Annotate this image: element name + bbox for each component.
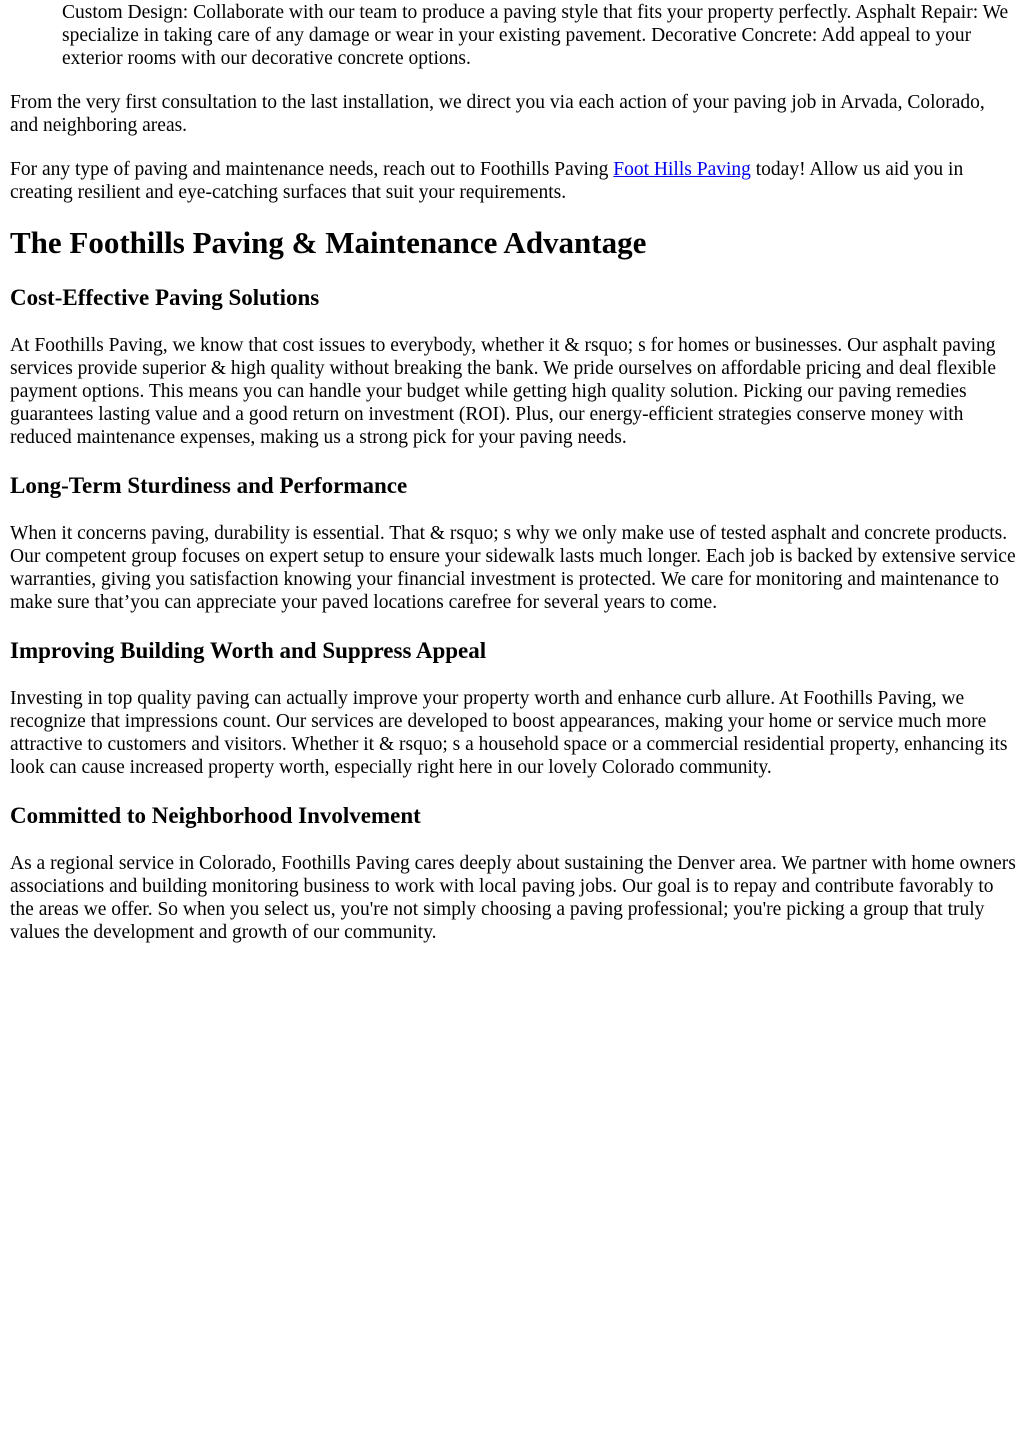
- section-heading: Committed to Neighborhood Involvement: [10, 803, 421, 828]
- contact-text-before-link: For any type of paving and maintenance needs, reach out to Foothills Paving: [10, 159, 614, 180]
- contact-paragraph: [10, 158, 1016, 204]
- section-body: When it concerns paving, durability is essential. That & rsquo; s why we only make use of tested asphalt and concrete products. Our competent group focuses on expert setup to ensure your sidewalk lasts much longer. Each job is backed by extensive service warranties, giving you satisfaction knowing your financial investment is protected. We care for monitoring and maintenance to make sure that’you can appreciate your paved locations carefree for several years to come.: [10, 523, 1016, 613]
- services-list-item: Custom Design: Collaborate with our team to produce a paving style that fits your property perfectly. Asphalt Repair: We specialize in taking care of any damage or wear in your existing pavement. Decorative Concrete: Add appeal to your exterior rooms with our decorative concrete options.: [62, 2, 1009, 69]
- section-body: Investing in top quality paving can actually improve your property worth and enhance curb allure. At Foothills Paving, we recognize that impressions count. Our services are developed to boost appearances, making your home or service much more attractive to customers and visitors. Whether it & rsquo; s a household space or a commercial residential property, enhancing its look can cause increased property worth, especially right here in our lovely Colorado community.: [10, 688, 1008, 778]
- section-heading: Improving Building Worth and Suppress Appeal: [10, 638, 487, 663]
- section-building-worth: [10, 637, 1016, 779]
- section-body: As a regional service in Colorado, Foothills Paving cares deeply about sustaining the Denver area. We partner with home owners associations and building monitoring business to work with local paving jobs. Our goal is to repay and contribute favorably to the areas we offer. So when you select us, you're not simply choosing a paving professional; you're picking a group that truly values the development and growth of our community.: [10, 853, 1016, 943]
- section-neighborhood: [10, 802, 1016, 944]
- document-page: [0, 1, 1024, 1447]
- section-heading: Cost-Effective Paving Solutions: [10, 285, 320, 310]
- main-heading: The Foothills Paving & Maintenance Advantage: [10, 225, 647, 260]
- consultation-paragraph: From the very first consultation to the last installation, we direct you via each action of your paving job in Arvada, Colorado, and neighboring areas.: [10, 92, 985, 136]
- section-cost-effective: [10, 284, 1016, 449]
- section-body: At Foothills Paving, we know that cost issues to everybody, whether it & rsquo; s for homes or businesses. Our asphalt paving services provide superior & high quality without breaking the bank. We pride ourselves on affordable pricing and deal flexible payment options. This means you can handle your budget while getting high quality solution. Picking our paving remedies guarantees lasting value and a good return on investment (ROI). Plus, our energy-efficient strategies conserve money with reduced maintenance expenses, making us a strong pick for your paving needs.: [10, 335, 996, 448]
- section-sturdiness: [10, 472, 1016, 614]
- foot-hills-paving-link[interactable]: Foot Hills Paving: [613, 159, 751, 180]
- section-heading: Long-Term Sturdiness and Performance: [10, 473, 408, 498]
- contact-text-after-link: today! Allow us aid you in creating resilient and eye-catching surfaces that suit your requirements.: [10, 159, 964, 203]
